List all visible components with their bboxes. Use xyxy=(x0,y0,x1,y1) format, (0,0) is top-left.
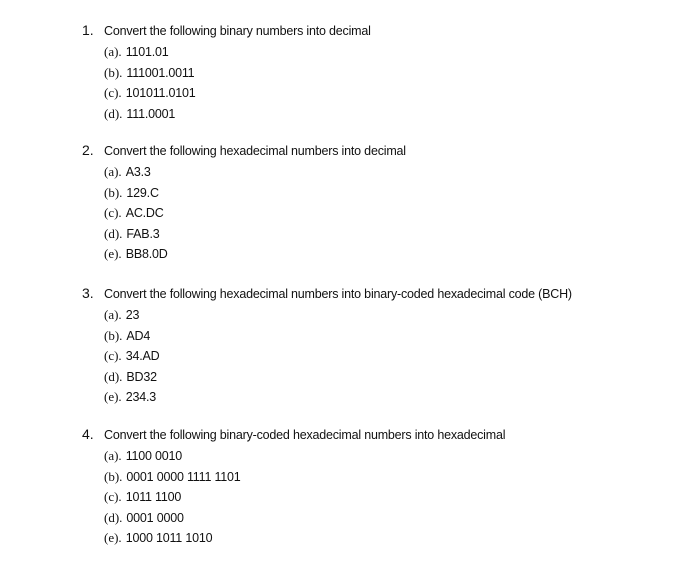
list-item xyxy=(104,367,682,388)
item-label: (d). xyxy=(104,105,123,121)
item-value: FAB.3 xyxy=(126,226,160,241)
list-item xyxy=(104,467,682,488)
item-label: (c). xyxy=(104,205,122,220)
question-header xyxy=(82,22,682,42)
item-label: (a). xyxy=(104,448,122,463)
item-label: (e). xyxy=(104,530,122,545)
list-item xyxy=(104,203,682,224)
question-number: 1. xyxy=(82,22,94,38)
item-list xyxy=(82,305,682,408)
item-value: 129.C xyxy=(126,185,159,200)
item-label: (a). xyxy=(104,44,122,59)
item-list xyxy=(82,446,682,549)
list-item xyxy=(104,63,682,84)
item-label: (a). xyxy=(104,307,122,322)
item-label: (c). xyxy=(104,85,122,100)
item-label: (b). xyxy=(104,327,123,343)
item-value: 0001 0000 1111 1101 xyxy=(126,469,241,484)
list-item xyxy=(104,183,682,204)
item-value: AC.DC xyxy=(125,206,164,220)
list-item xyxy=(104,508,682,529)
list-item xyxy=(104,224,682,245)
question-prompt: Convert the following binary-coded hexadecimal numbers into hexadecimal xyxy=(104,428,506,442)
list-item xyxy=(104,83,682,104)
item-label: (b). xyxy=(104,468,123,484)
item-label: (b). xyxy=(104,64,123,80)
question-number: 3. xyxy=(82,285,94,301)
list-item xyxy=(104,346,682,367)
question-number: 4. xyxy=(82,426,94,442)
question-header xyxy=(82,426,682,446)
list-item xyxy=(104,446,682,467)
question-header xyxy=(82,285,682,305)
item-value: 1100 0010 xyxy=(125,449,183,463)
list-item xyxy=(104,528,682,549)
item-label: (b). xyxy=(104,184,123,200)
item-value: 101011.0101 xyxy=(125,86,196,100)
question-header xyxy=(82,142,682,162)
item-label: (a). xyxy=(104,164,122,179)
item-label: (e). xyxy=(104,389,122,404)
question-3 xyxy=(82,285,682,408)
item-value: 34.AD xyxy=(125,349,160,363)
item-value: 234.3 xyxy=(125,390,156,404)
item-label: (e). xyxy=(104,246,122,261)
item-list xyxy=(82,162,682,265)
list-item xyxy=(104,42,682,63)
item-label: (d). xyxy=(104,225,123,241)
item-value: BD32 xyxy=(126,369,157,384)
list-item xyxy=(104,162,682,183)
list-item xyxy=(104,487,682,508)
question-prompt: Convert the following hexadecimal numbers into binary-coded hexadecimal code (BCH) xyxy=(104,287,572,301)
item-value: 0001 0000 xyxy=(126,510,184,525)
question-2 xyxy=(82,142,682,265)
question-prompt: Convert the following binary numbers into decimal xyxy=(104,24,371,38)
question-prompt: Convert the following hexadecimal numbers into decimal xyxy=(104,144,406,158)
item-label: (c). xyxy=(104,348,122,363)
item-value: 1011 1100 xyxy=(125,490,182,504)
item-value: 111001.0011 xyxy=(126,65,195,80)
item-value: 1000 1011 1010 xyxy=(125,531,213,545)
question-1 xyxy=(82,22,682,124)
item-label: (d). xyxy=(104,509,123,525)
list-item xyxy=(104,104,682,125)
list-item xyxy=(104,244,682,265)
item-list xyxy=(82,42,682,124)
list-item xyxy=(104,305,682,326)
list-item xyxy=(104,387,682,408)
item-value: BB8.0D xyxy=(125,247,168,261)
question-4 xyxy=(82,426,682,549)
item-value: 111.0001 xyxy=(126,106,176,121)
item-value: 23 xyxy=(125,308,140,322)
list-item xyxy=(104,326,682,347)
item-value: 1101.01 xyxy=(125,45,169,59)
item-label: (c). xyxy=(104,489,122,504)
question-number: 2. xyxy=(82,142,94,158)
item-value: AD4 xyxy=(126,328,151,343)
item-label: (d). xyxy=(104,368,123,384)
item-value: A3.3 xyxy=(125,165,151,179)
